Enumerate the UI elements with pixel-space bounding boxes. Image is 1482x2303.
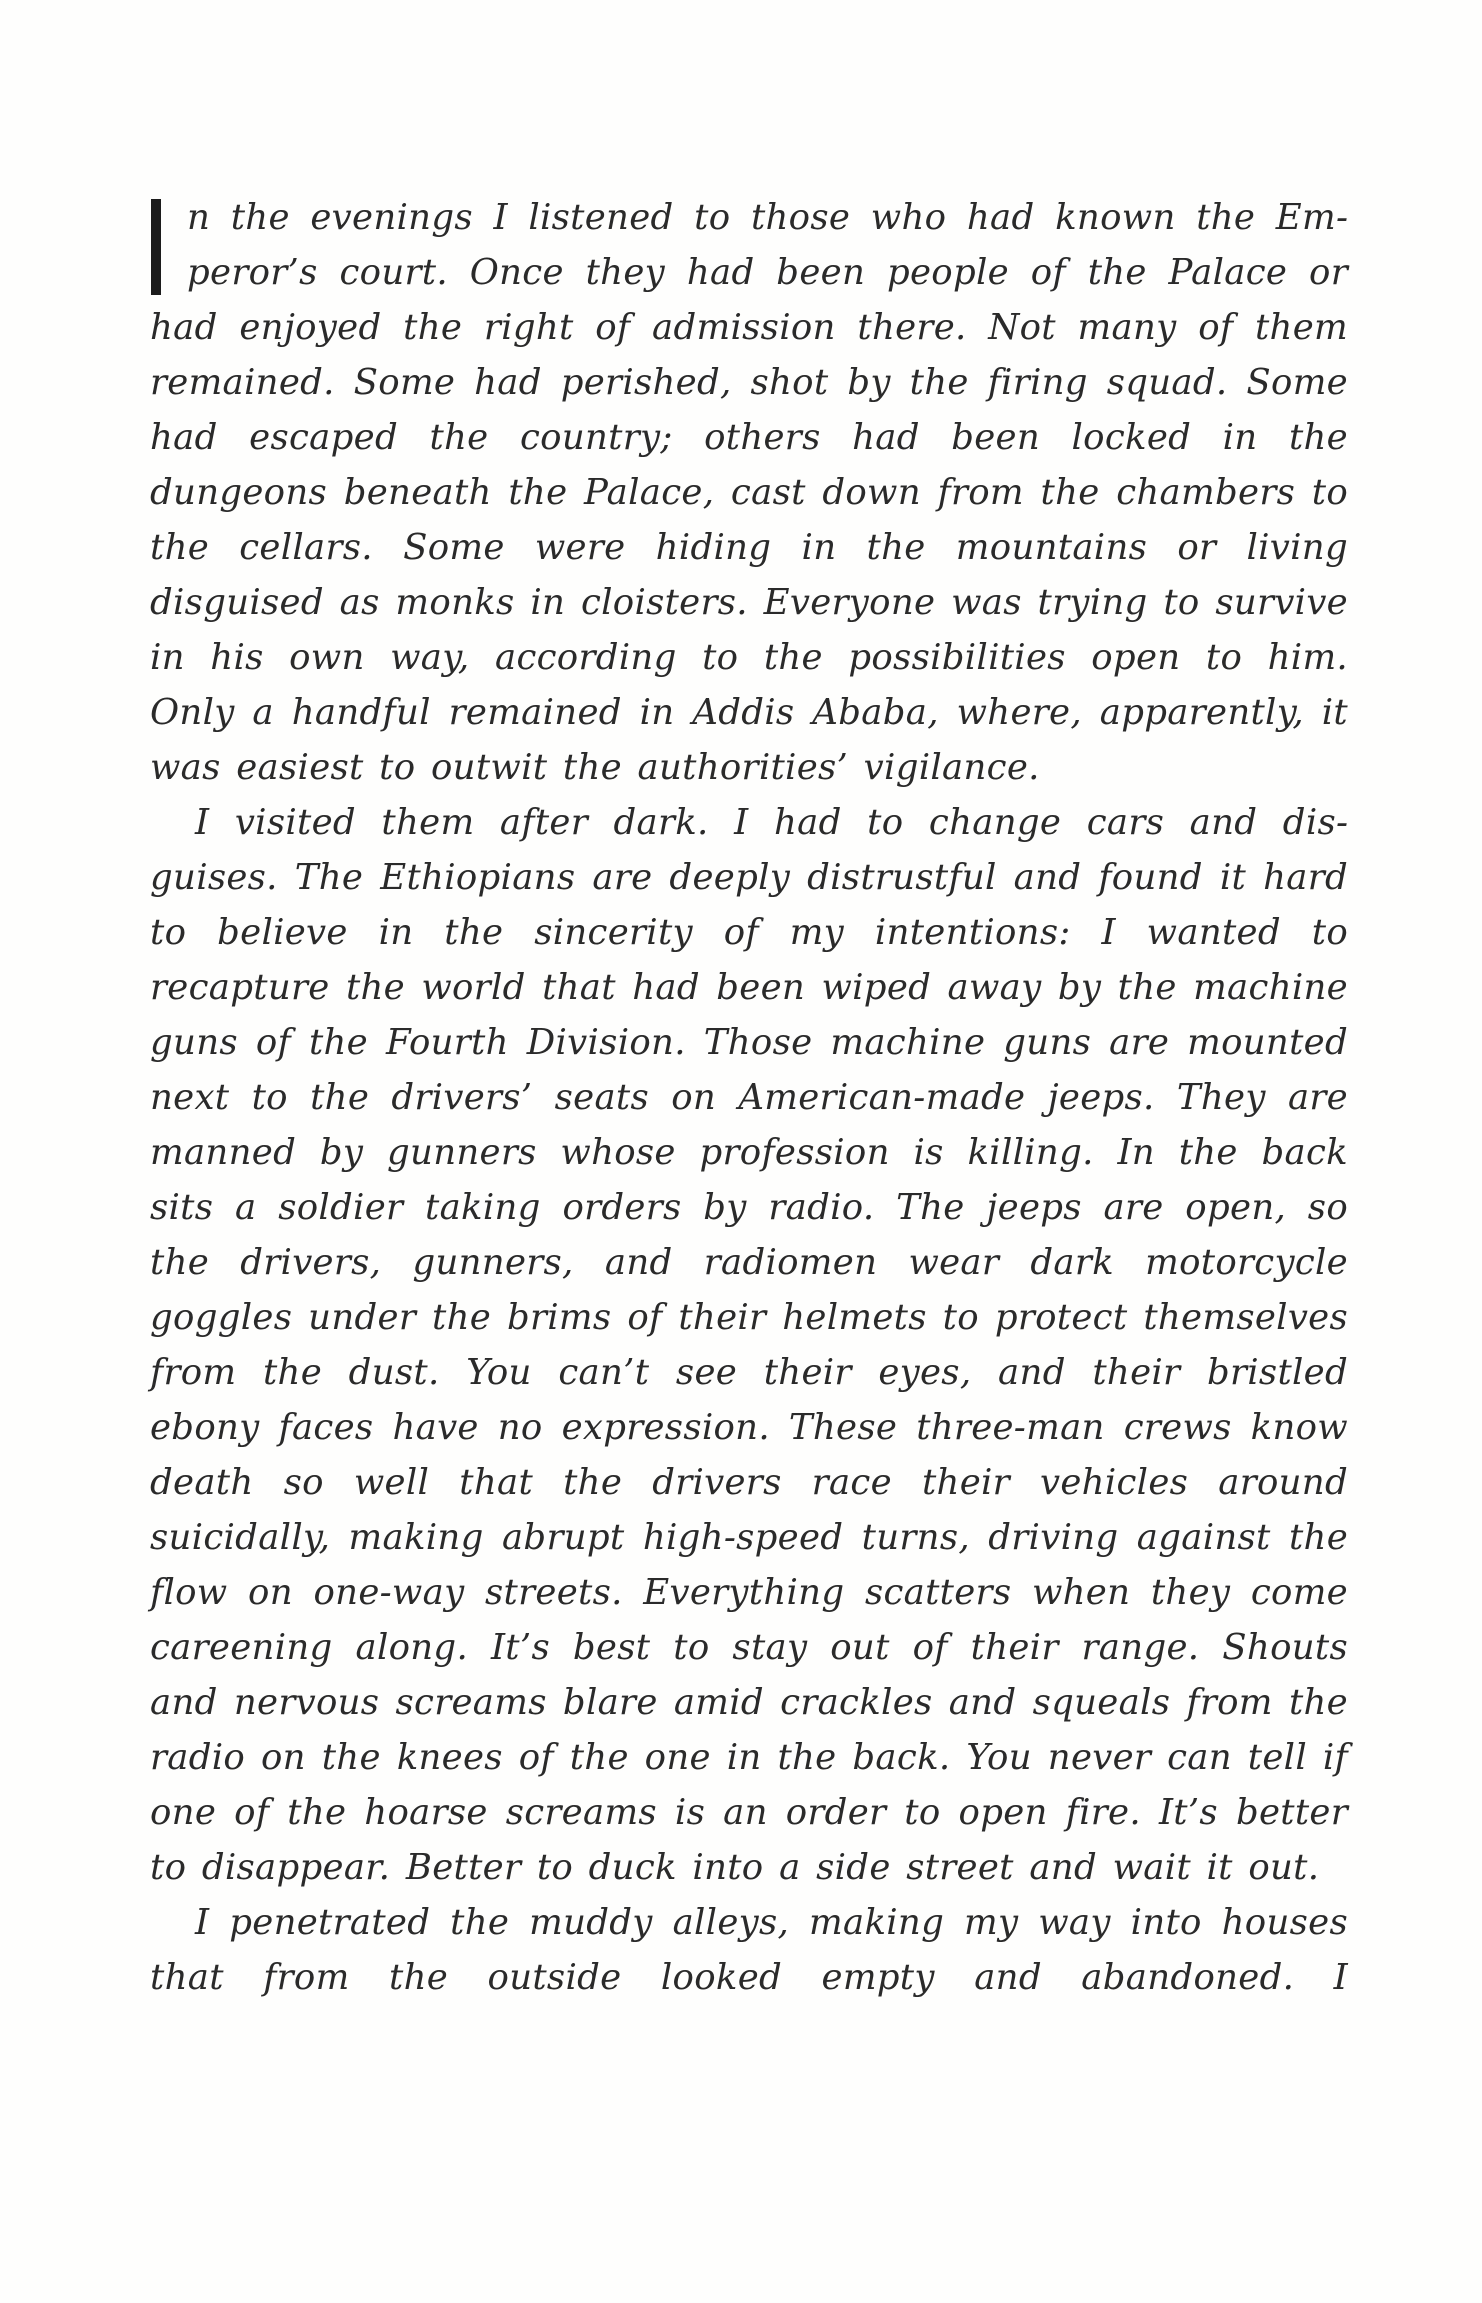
body-text [150,190,1348,2005]
paragraph-2: I visited them after dark. I had to change cars and disguises. The Ethiopians are deeply distrustful and found it hard to believe in the sincerity of my intentions: I wanted to recapture the world that had been wiped away by the machine guns of the Fourth Division. Those machine guns are mounted next to the drivers’ seats on American-made jeeps. They are manned by gunners whose profession is killing. In the back sits a soldier taking orders by radio. The jeeps are open, so the drivers, gunners, and radiomen wear dark motorcycle goggles under the brims of their helmets to protect themselves from the dust. You can’t see their eyes, and their bristled ebony faces have no expression. These three-man crews know death so well that the drivers race their vehicles around suicidally, making abrupt high-speed turns, driving against the flow on one-way streets. Everything scatters when they come careening along. It’s best to stay out of their range. Shouts and nervous screams blare amid crackles and squeals from the radio on the knees of the one in the back. You never can tell if one of the hoarse screams is an order to open fire. It’s better to disappear. Better to duck into a side street and wait it out. [150,802,1348,1888]
drop-cap-letter [151,199,161,295]
paragraph-1-text: n the evenings I listened to those who had known the Emperor’s court. Once they had been people of the Palace or had enjoyed the right of admission there. Not many of them remained. Some had perished, shot by the firing squad. Some had escaped the country; others had been locked in the dungeons beneath the Palace, cast down from the chambers to the cellars. Some were hiding in the mountains or living disguised as monks in cloisters. Everyone was trying to survive in his own way, according to the possibilities open to him. Only a handful remained in Addis Ababa, where, apparently, it was easiest to outwit the authorities’ vigilance. [150,197,1348,788]
paragraph-1 [150,190,1348,795]
paragraph-3: I penetrated the muddy alleys, making my way into houses that from the outside looked empty and abandoned. I [150,1902,1348,1998]
